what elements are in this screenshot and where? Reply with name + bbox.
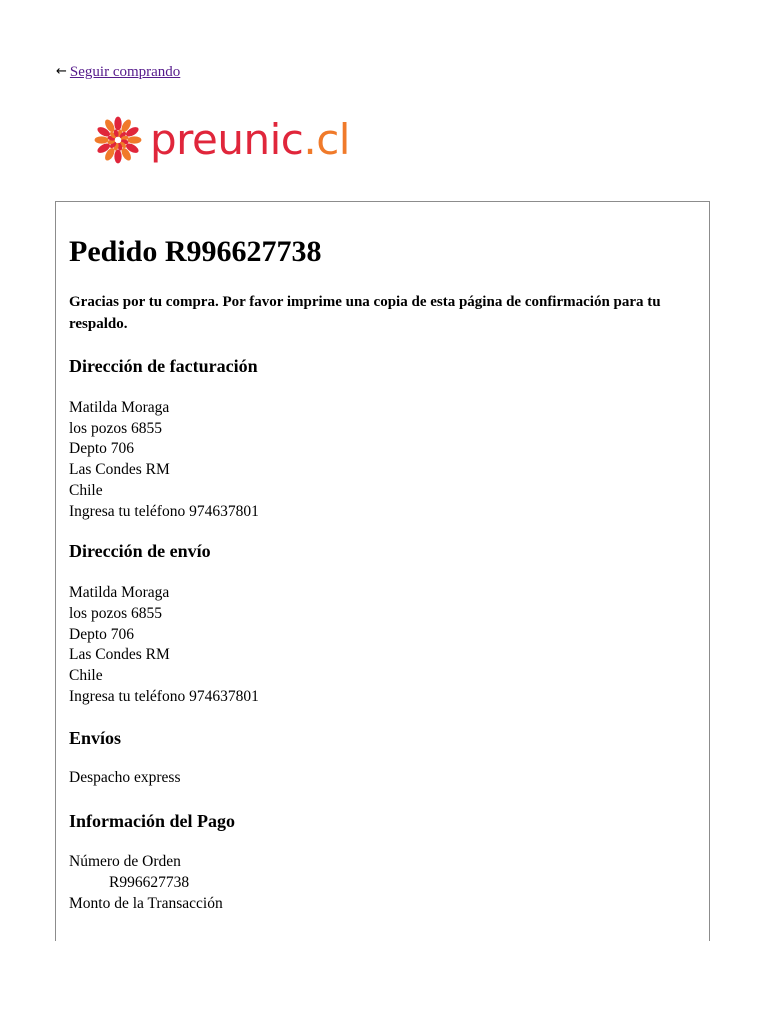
- order-confirmation-panel: [55, 201, 710, 941]
- payment-heading: Información del Pago: [69, 811, 235, 832]
- billing-line: Matilda Moraga: [69, 399, 170, 416]
- brand-logo[interactable]: [92, 110, 350, 170]
- shipping-address: [69, 583, 696, 707]
- flower-logo-icon: [92, 110, 144, 170]
- billing-line: Ingresa tu teléfono 974637801: [69, 502, 259, 520]
- billing-line: Chile: [69, 481, 103, 499]
- order-number-value: R996627738: [109, 873, 190, 891]
- shipping-line: Chile: [69, 667, 103, 685]
- shipping-line: Depto 706: [69, 625, 135, 643]
- order-title: Pedido R996627738: [69, 235, 322, 268]
- shipping-heading: Dirección de envío: [69, 541, 211, 562]
- continue-shopping-link[interactable]: Seguir comprando: [69, 64, 181, 80]
- shipping-line: Ingresa tu teléfono 974637801: [69, 687, 259, 705]
- payment-info: [69, 852, 696, 914]
- billing-line: Las Condes RM: [69, 461, 170, 479]
- delivery-info: [69, 768, 696, 789]
- billing-line: Depto 706: [69, 440, 135, 458]
- delivery-heading: Envíos: [69, 728, 122, 749]
- billing-address: [69, 398, 696, 522]
- shipping-line: los pozos 6855: [69, 604, 162, 622]
- back-arrow-icon: ←: [56, 64, 67, 79]
- delivery-method: Despacho express: [69, 769, 181, 787]
- amount-label: Monto de la Transacción: [69, 894, 223, 912]
- brand-wordmark: preunic.cl: [150, 115, 350, 164]
- thanks-message: Gracias por tu compra. Por favor imprime una copia de esta página de confirmación para tu respaldo.: [69, 294, 661, 332]
- shipping-line: Matilda Moraga: [69, 584, 170, 602]
- billing-heading: Dirección de facturación: [69, 356, 258, 376]
- back-nav: [56, 62, 180, 82]
- order-number-label: Número de Orden: [69, 853, 181, 871]
- shipping-line: Las Condes RM: [69, 646, 170, 664]
- billing-line: los pozos 6855: [69, 419, 162, 437]
